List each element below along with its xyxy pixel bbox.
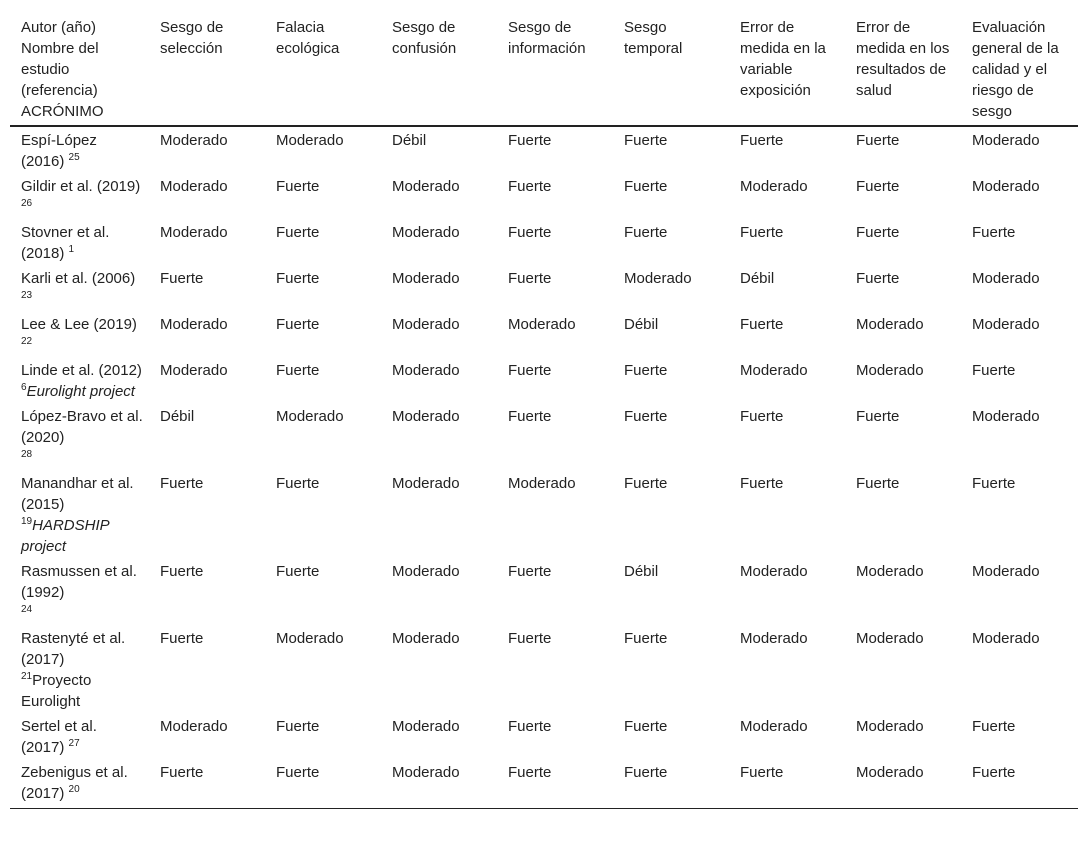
study-author: Lee & Lee (2019) [21, 316, 137, 333]
reference-number: 23 [21, 290, 33, 301]
study-author-cell [10, 312, 149, 358]
reference-number: 26 [21, 198, 33, 209]
header-confounding-bias: Sesgo de confusión [381, 8, 497, 126]
study-author: Rastenyté et al. (2017) [21, 630, 126, 668]
rating-cell: Moderado [160, 316, 228, 333]
study-author: Karli et al. (2006) [21, 270, 136, 287]
rating-cell: Débil [624, 316, 659, 333]
rating-cell: Moderado [740, 178, 808, 195]
rating-cell: Fuerte [508, 563, 552, 580]
reference-number: 6 [21, 382, 27, 393]
rating-cell: Fuerte [856, 270, 900, 287]
study-author: Stovner et al. (2018) [21, 224, 110, 262]
rating-cell: Fuerte [972, 362, 1016, 379]
rating-cell: Fuerte [624, 475, 668, 492]
rating-cell: Fuerte [276, 718, 320, 735]
rating-cell: Fuerte [160, 563, 204, 580]
rating-cell: Fuerte [276, 475, 320, 492]
project-name: Eurolight project [26, 383, 135, 400]
rating-cell: Moderado [392, 270, 460, 287]
table-body [10, 126, 1078, 809]
reference-number: 1 [68, 244, 75, 255]
rating-cell: Fuerte [508, 362, 552, 379]
rating-cell: Moderado [508, 475, 576, 492]
header-outcome-measurement-error: Error de medida en los resultados de salud [845, 8, 961, 126]
rating-cell: Fuerte [972, 718, 1016, 735]
rating-cell: Fuerte [160, 270, 204, 287]
table-row [10, 559, 1078, 626]
rating-cell: Fuerte [856, 178, 900, 195]
rating-cell: Moderado [972, 132, 1040, 149]
bias-assessment-table-container [10, 8, 1078, 809]
rating-cell: Moderado [972, 630, 1040, 647]
rating-cell: Fuerte [624, 408, 668, 425]
rating-cell: Moderado [160, 718, 228, 735]
study-author-cell [10, 126, 149, 174]
study-author-cell [10, 404, 149, 471]
rating-cell: Moderado [160, 132, 228, 149]
study-author-cell [10, 714, 149, 760]
rating-cell: Moderado [160, 362, 228, 379]
rating-cell: Moderado [508, 316, 576, 333]
rating-cell: Fuerte [160, 475, 204, 492]
study-author: Espí-López (2016) [21, 132, 97, 170]
rating-cell: Fuerte [740, 408, 784, 425]
rating-cell: Moderado [392, 224, 460, 241]
rating-cell: Fuerte [856, 475, 900, 492]
rating-cell: Fuerte [972, 475, 1016, 492]
rating-cell: Fuerte [624, 224, 668, 241]
rating-cell: Moderado [392, 475, 460, 492]
header-row [10, 8, 1078, 126]
table-row [10, 760, 1078, 809]
table-row [10, 626, 1078, 714]
rating-cell: Fuerte [856, 408, 900, 425]
table-row [10, 404, 1078, 471]
rating-cell: Fuerte [276, 270, 320, 287]
rating-cell: Fuerte [276, 178, 320, 195]
study-author: Linde et al. (2012) [21, 362, 142, 379]
rating-cell: Fuerte [856, 224, 900, 241]
study-author-cell [10, 626, 149, 714]
study-author: Sertel et al. (2017) [21, 718, 97, 756]
rating-cell: Fuerte [624, 178, 668, 195]
rating-cell: Moderado [856, 316, 924, 333]
rating-cell: Fuerte [856, 132, 900, 149]
header-ecological-fallacy: Falacia ecológica [265, 8, 381, 126]
rating-cell: Débil [160, 408, 195, 425]
project-name: Proyecto Eurolight [21, 672, 92, 710]
rating-cell: Moderado [392, 630, 460, 647]
rating-cell: Fuerte [740, 316, 784, 333]
table-row [10, 471, 1078, 559]
rating-cell: Moderado [856, 630, 924, 647]
rating-cell: Fuerte [508, 270, 552, 287]
rating-cell: Débil [624, 563, 659, 580]
rating-cell: Moderado [276, 408, 344, 425]
rating-cell: Fuerte [160, 630, 204, 647]
rating-cell: Fuerte [740, 224, 784, 241]
rating-cell: Moderado [856, 718, 924, 735]
study-author-cell [10, 559, 149, 626]
header-temporal-bias: Sesgo temporal [613, 8, 729, 126]
rating-cell: Fuerte [508, 408, 552, 425]
rating-cell: Moderado [160, 178, 228, 195]
rating-cell: Fuerte [624, 718, 668, 735]
reference-number: 27 [68, 738, 80, 749]
header-author: Autor (año) Nombre del estudio (referencia) ACRÓNIMO [10, 8, 149, 126]
rating-cell: Moderado [856, 362, 924, 379]
rating-cell: Fuerte [624, 362, 668, 379]
table-row [10, 358, 1078, 404]
study-author-cell [10, 760, 149, 809]
rating-cell: Moderado [160, 224, 228, 241]
rating-cell: Fuerte [276, 764, 320, 781]
study-author-cell [10, 471, 149, 559]
rating-cell: Moderado [972, 408, 1040, 425]
rating-cell: Moderado [856, 563, 924, 580]
rating-cell: Moderado [392, 362, 460, 379]
reference-number: 25 [68, 152, 80, 163]
rating-cell: Fuerte [276, 224, 320, 241]
reference-number: 21 [21, 671, 33, 682]
rating-cell: Fuerte [740, 764, 784, 781]
rating-cell: Fuerte [508, 718, 552, 735]
study-author: Gildir et al. (2019) [21, 178, 141, 195]
rating-cell: Fuerte [276, 316, 320, 333]
study-author-cell [10, 220, 149, 266]
rating-cell: Moderado [972, 270, 1040, 287]
rating-cell: Fuerte [740, 475, 784, 492]
study-author: Zebenigus et al. (2017) [21, 764, 128, 802]
table-row [10, 266, 1078, 312]
study-author: Manandhar et al. (2015) [21, 475, 134, 513]
rating-cell: Fuerte [508, 764, 552, 781]
rating-cell: Moderado [392, 563, 460, 580]
reference-number: 28 [21, 449, 33, 460]
rating-cell: Fuerte [508, 178, 552, 195]
rating-cell: Moderado [276, 132, 344, 149]
reference-number: 20 [68, 784, 80, 795]
rating-cell: Fuerte [508, 132, 552, 149]
study-author-cell [10, 358, 149, 404]
rating-cell: Moderado [392, 178, 460, 195]
rating-cell: Fuerte [740, 132, 784, 149]
rating-cell: Moderado [740, 718, 808, 735]
table-row [10, 174, 1078, 220]
study-author-cell [10, 174, 149, 220]
reference-number: 19 [21, 516, 33, 527]
header-information-bias: Sesgo de información [497, 8, 613, 126]
rating-cell: Moderado [392, 316, 460, 333]
rating-cell: Moderado [740, 563, 808, 580]
reference-number: 22 [21, 336, 33, 347]
rating-cell: Fuerte [508, 224, 552, 241]
rating-cell: Débil [740, 270, 775, 287]
table-row [10, 126, 1078, 174]
study-author-cell [10, 266, 149, 312]
rating-cell: Fuerte [624, 764, 668, 781]
rating-cell: Fuerte [972, 764, 1016, 781]
reference-number: 24 [21, 604, 33, 615]
header-exposure-measurement-error: Error de medida en la variable exposición [729, 8, 845, 126]
study-author: Rasmussen et al. (1992) [21, 563, 137, 601]
rating-cell: Moderado [740, 630, 808, 647]
table-row [10, 220, 1078, 266]
table-row [10, 312, 1078, 358]
rating-cell: Moderado [624, 270, 692, 287]
rating-cell: Fuerte [624, 132, 668, 149]
project-name: HARDSHIP project [21, 517, 110, 555]
rating-cell: Fuerte [508, 630, 552, 647]
rating-cell: Fuerte [624, 630, 668, 647]
rating-cell: Moderado [972, 563, 1040, 580]
table-header [10, 8, 1078, 126]
rating-cell: Débil [392, 132, 427, 149]
rating-cell: Fuerte [972, 224, 1016, 241]
bias-assessment-table [10, 8, 1078, 809]
rating-cell: Moderado [392, 764, 460, 781]
rating-cell: Moderado [972, 178, 1040, 195]
rating-cell: Fuerte [160, 764, 204, 781]
rating-cell: Moderado [276, 630, 344, 647]
rating-cell: Moderado [392, 408, 460, 425]
rating-cell: Moderado [972, 316, 1040, 333]
rating-cell: Fuerte [276, 563, 320, 580]
header-selection-bias: Sesgo de selección [149, 8, 265, 126]
rating-cell: Moderado [392, 718, 460, 735]
header-overall-quality: Evaluación general de la calidad y el riesgo de sesgo [961, 8, 1078, 126]
rating-cell: Fuerte [276, 362, 320, 379]
table-row [10, 714, 1078, 760]
rating-cell: Moderado [740, 362, 808, 379]
rating-cell: Moderado [856, 764, 924, 781]
study-author: López-Bravo et al. (2020) [21, 408, 143, 446]
